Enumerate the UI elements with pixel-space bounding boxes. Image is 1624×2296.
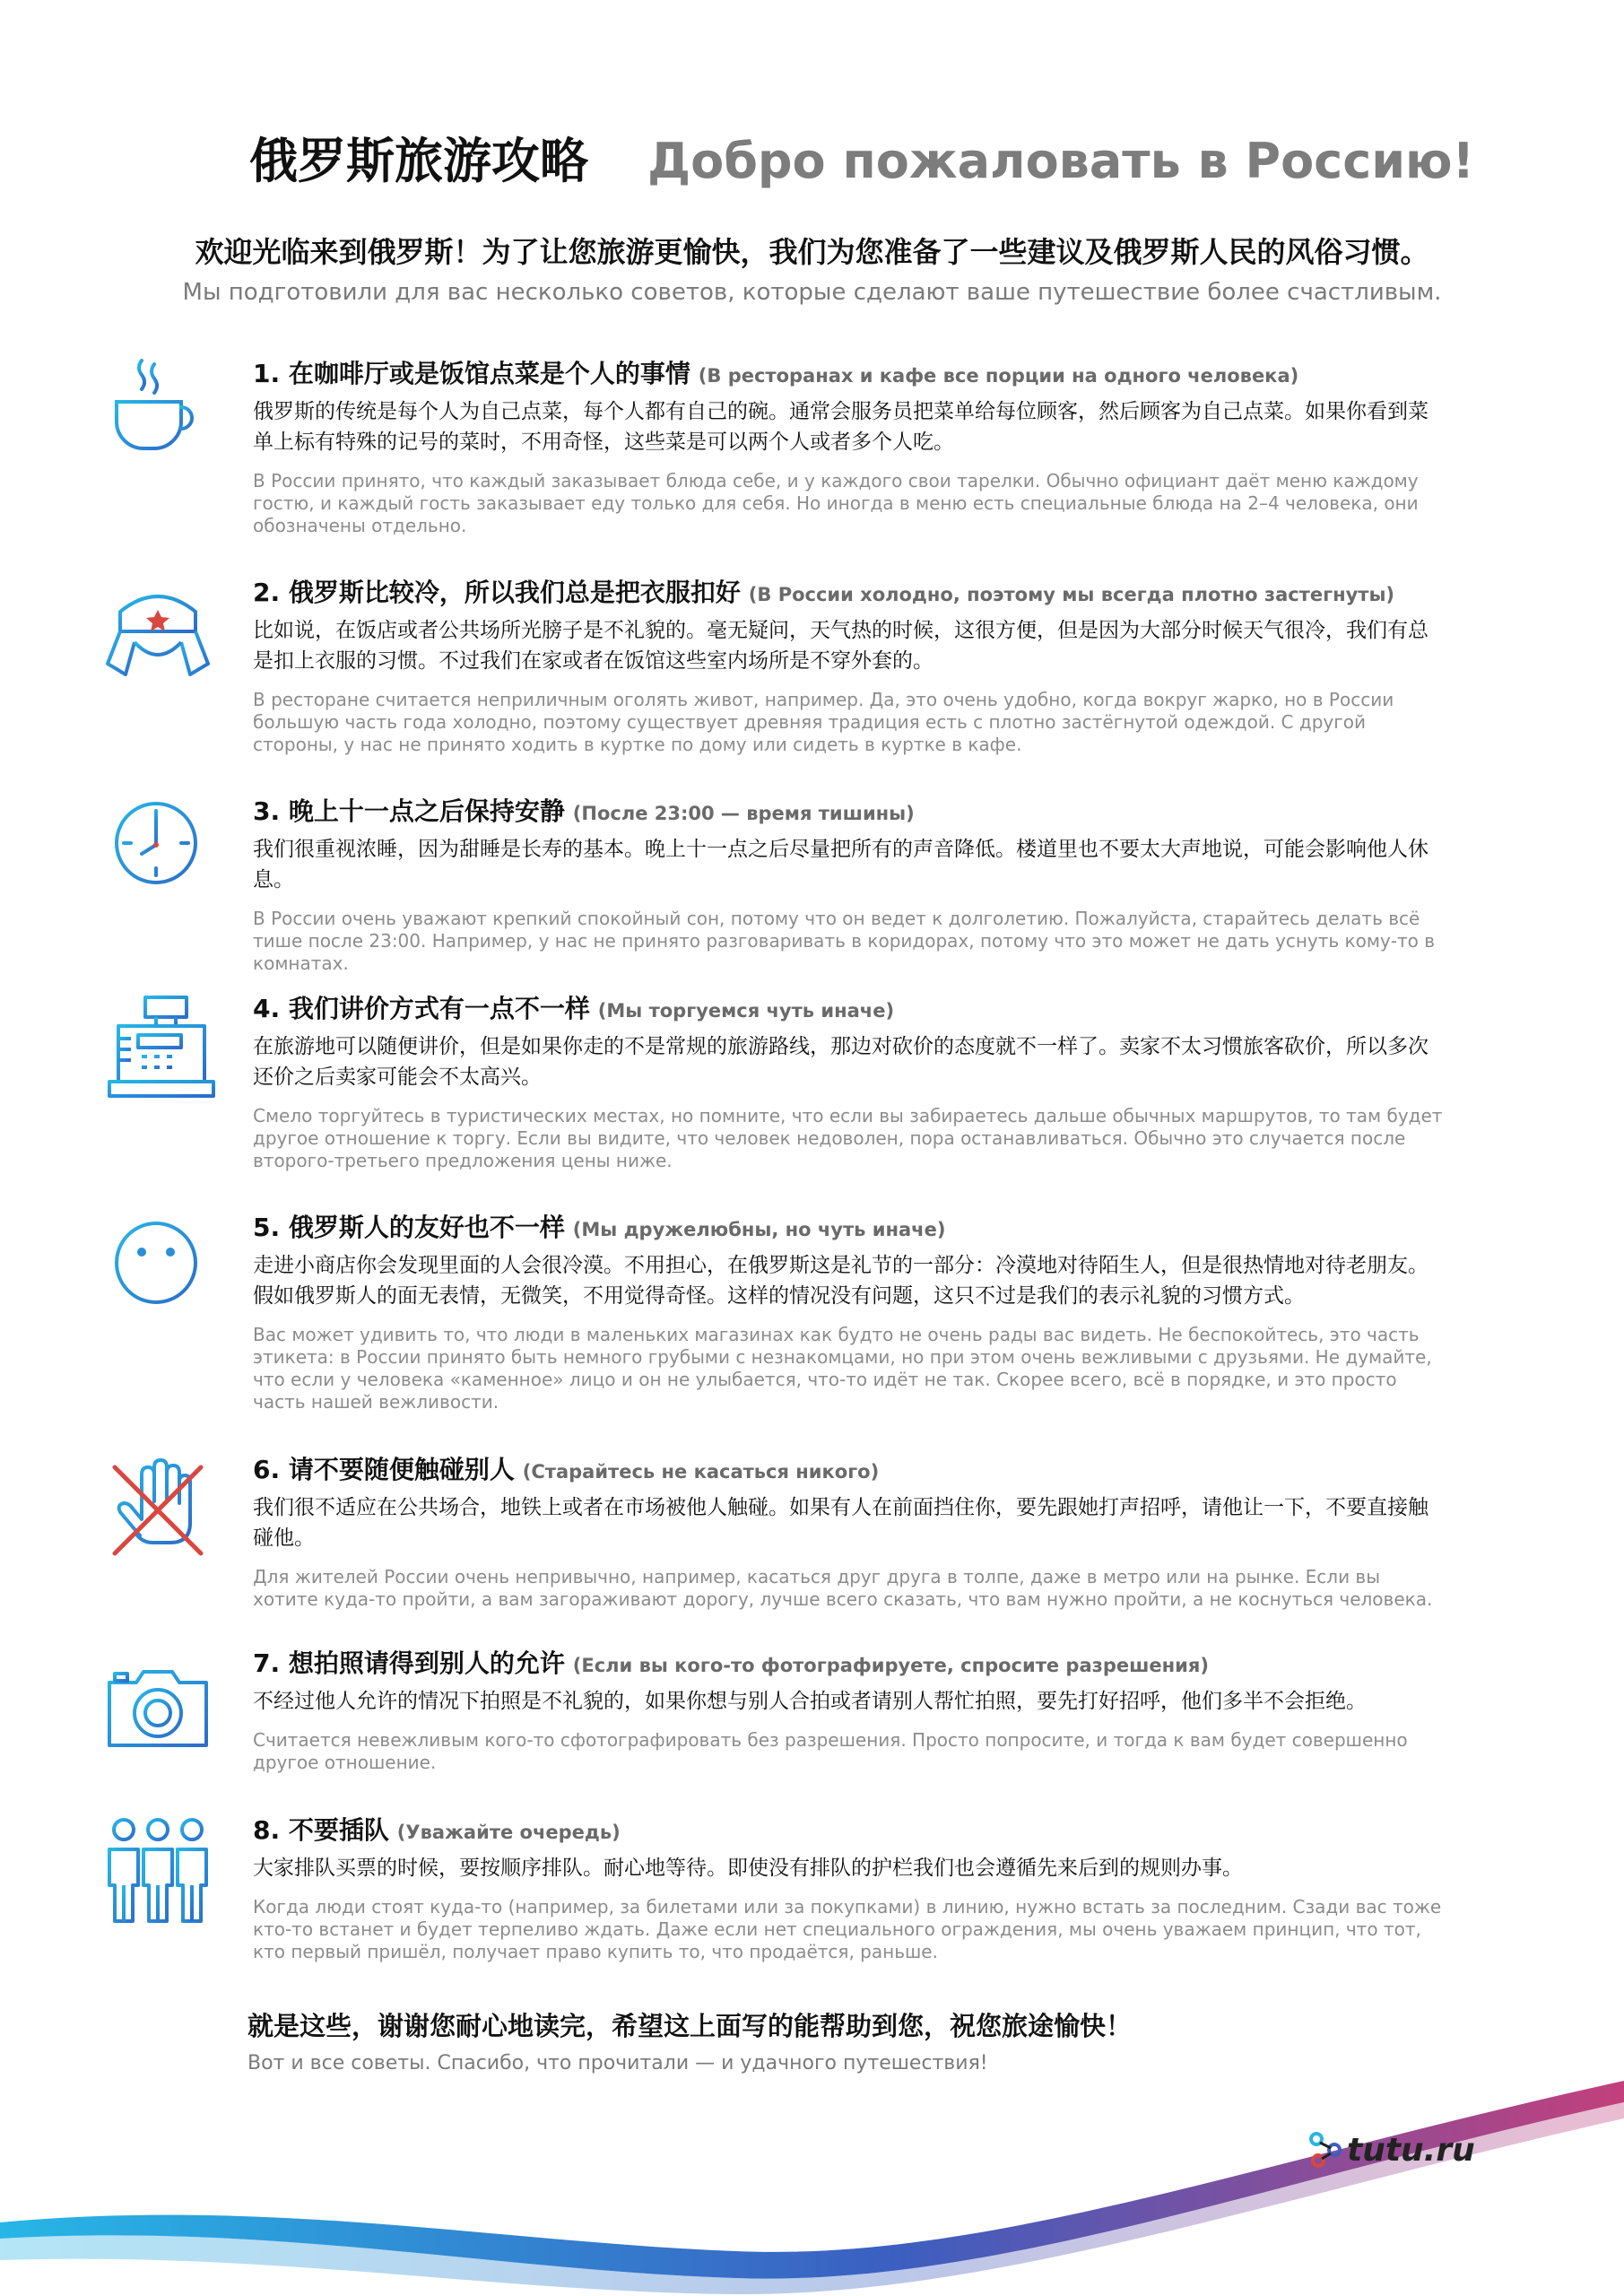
tip-heading-ru: (После 23:00 — время тишины) — [572, 803, 915, 824]
tip-heading-ru: (Мы торгуемся чуть иначе) — [597, 1000, 895, 1022]
tip-body-cn: 在旅游地可以随便讲价，但是如果你走的不是常规的旅游路线，那边对砍价的态度就不一样了。卖家不太习惯旅客砍价，所以多次还价之后卖家可能会不太高兴。 — [253, 1035, 1429, 1089]
tip-heading — [253, 795, 1446, 831]
tip-heading-cn: 1. 在咖啡厅或是饭馆点菜是个人的事情 — [253, 359, 690, 388]
tip-body-ru: Для жителей России очень непривычно, например, касаться друг друга в толпе, даже в метро или на рынке. Если вы хотите куда-то пройти, а вам загораживают дорогу, лучше всего сказать, что вам нужно пройти, а не коснуться человека. — [253, 1566, 1433, 1610]
title-russian: Добро пожаловать в Россию! — [647, 133, 1475, 189]
tutu-logo — [1307, 2128, 1475, 2182]
coffee-cup-icon — [100, 357, 215, 474]
tip-heading-ru: (Мы дружелюбны, но чуть иначе) — [572, 1219, 946, 1240]
tip-body-cn: 大家排队买票的时候，要按顺序排队。耐心地等待。即使没有排队的护栏我们也会遵循先来后到的规则办事。 — [253, 1857, 1243, 1880]
ushanka-hat-icon — [100, 576, 215, 692]
tip-heading-ru: (Если вы кого-то фотографируете, спросите разрешения) — [572, 1655, 1209, 1676]
closing-chinese: 就是这些，谢谢您耐心地读完，希望这上面写的能帮助到您，祝您旅途愉快！ — [248, 2011, 1133, 2041]
logo-text: tutu.ru — [1347, 2132, 1475, 2169]
tutu-logo-mark-icon — [1307, 2128, 1347, 2179]
tip-body-cn: 我们很重视浓睡，因为甜睡是长寿的基本。晚上十一点之后尽量把所有的声音降低。楼道里也不要太大声地说，可能会影响他人休息。 — [253, 838, 1429, 891]
tip-heading-cn: 5. 俄罗斯人的友好也不一样 — [253, 1213, 565, 1242]
tip-heading-cn: 6. 请不要随便触碰别人 — [253, 1455, 515, 1484]
tip-body-ru: Смело торгуйтесь в туристических местах, но помните, что если вы забираетесь дальше обычных маршрутов, то там будет другое отношение к торгу. Если вы видите, что человек недоволен, пора останавливаться. Обычно это случается после второго-третьего предложения цены ниже. — [253, 1105, 1443, 1171]
tip-heading — [253, 1453, 1446, 1489]
clock-icon — [100, 795, 215, 911]
tip-body-ru: В России принято, что каждый заказывает блюда себе, и у каждого свои тарелки. Обычно официант даёт меню каждому гостю, и каждый гость заказывает еду только для себя. Но иногда в меню есть специальные блюда на 2–4 человека, они обозначены отдельно. — [253, 470, 1419, 536]
tip-heading — [253, 1211, 1446, 1247]
tip-body-cn: 我们很不适应在公共场合，地铁上或者在市场被他人触碰。如果有人在前面挡住你，要先跟她打声招呼，请他让一下，不要直接触碰他。 — [253, 1496, 1429, 1550]
neutral-face-icon — [100, 1211, 215, 1327]
tip-heading-cn: 2. 俄罗斯比较冷，所以我们总是把衣服扣好 — [253, 578, 741, 607]
tip-heading — [253, 576, 1446, 612]
intro-chinese: 欢迎光临来到俄罗斯！为了让您旅游更愉快，我们为您准备了一些建议及俄罗斯人民的风俗习惯。 — [195, 235, 1429, 269]
title-chinese: 俄罗斯旅游攻略 — [249, 133, 588, 189]
tip-heading-cn: 4. 我们讲价方式有一点不一样 — [253, 994, 590, 1023]
queue-people-icon — [100, 1813, 215, 1930]
tip-body-ru: В России очень уважают крепкий спокойный сон, потому что он ведет к долголетию. Пожалуйста, старайтесь делать всё тише после 23:00. Например, у нас не принято разговаривать в коридорах, потому что это может не дать уснуть кому-то в комнатах. — [253, 908, 1436, 974]
tip-body-ru: Когда люди стоят куда-то (например, за билетами или за покупками) в линию, нужно встать за последним. Сзади вас тоже кто-то встанет и будет терпеливо ждать. Даже если нет специального ограждения, мы очень уважаем принцип, что тот, кто первый пришёл, получает право купить то, что продаётся, раньше. — [253, 1896, 1442, 1962]
tip-heading — [253, 357, 1446, 393]
tip-body-ru: В ресторане считается неприличным оголять живот, например. Да, это очень удобно, когда вокруг жарко, но в России большую часть года холодно, поэтому существует древняя традиция есть с плотно застёгнутой одеждой. С другой стороны, у нас не принято ходить в куртке по дому или сидеть в куртке в кафе. — [253, 689, 1394, 755]
page-header — [0, 126, 1624, 197]
tip-body-ru: Считается невежливым кого-то сфотографировать без разрешения. Просто попросите, и тогда к вам будет совершенно другое отношение. — [253, 1729, 1408, 1773]
tip-heading-ru: (Старайтесь не касаться никого) — [522, 1461, 880, 1483]
cash-register-icon — [100, 992, 215, 1109]
camera-icon — [100, 1647, 215, 1763]
tip-heading-ru: (В ресторанах и кафе все порции на одного человека) — [698, 365, 1299, 387]
intro — [0, 231, 1624, 310]
tip-body-cn: 比如说，在饭店或者公共场所光膀子是不礼貌的。毫无疑问，天气热的时候，这很方便，但是因为大部分时候天气很冷，我们有总是扣上衣服的习惯。不过我们在家或者在饭馆这些室内场所是不穿外套的。 — [253, 619, 1429, 673]
tip-heading-ru: (В России холодно, поэтому мы всегда плотно застегнуты) — [748, 584, 1395, 605]
tip-heading — [253, 1647, 1446, 1683]
closing-russian: Вот и все советы. Спасибо, что прочитали — и удачного путешествия! — [248, 2052, 988, 2074]
tip-heading-cn: 7. 想拍照请得到别人的允许 — [253, 1648, 565, 1678]
tip-heading — [253, 992, 1446, 1028]
tip-heading-cn: 8. 不要插队 — [253, 1815, 389, 1845]
tip-body-cn: 不经过他人允许的情况下拍照是不礼貌的，如果你想与别人合拍或者请别人帮忙拍照，要先打好招呼，他们多半不会拒绝。 — [253, 1690, 1367, 1713]
tip-body-ru: Вас может удивить то, что люди в маленьких магазинах как будто не очень рады вас видеть. Не беспокойтесь, это часть этикета: в России принято быть немного грубыми с незнакомцами, но при этом очень вежливыми с друзьями. Не думайте, что если у человека «каменное» лицо и он не улыбается, что-то идёт не так. Скорее всего, всё в порядке, и это просто часть нашей вежливости. — [253, 1324, 1432, 1413]
tip-body-cn: 走进小商店你会发现里面的人会很冷漠。不用担心，在俄罗斯这是礼节的一部分：冷漠地对待陌生人，但是很热情地对待老朋友。假如俄罗斯人的面无表情，无微笑，不用觉得奇怪。这样的情况没有问题，这只不过是我们的表示礼貌的习惯方式。 — [253, 1254, 1429, 1308]
tip-heading — [253, 1813, 1446, 1849]
tip-heading-cn: 3. 晚上十一点之后保持安静 — [253, 796, 565, 826]
no-touch-hand-icon — [100, 1453, 215, 1570]
tip-heading-ru: (Уважайте очередь) — [396, 1822, 621, 1843]
tip-body-cn: 俄罗斯的传统是每个人为自己点菜，每个人都有自己的碗。通常会服务员把菜单给每位顾客，然后顾客为自己点菜。如果你看到菜单上标有特殊的记号的菜时，不用奇怪，这些菜是可以两个人或者多个人吃。 — [253, 400, 1429, 454]
intro-russian: Мы подготовили для вас несколько советов, которые сделают ваше путешествие более счастливым. — [182, 279, 1442, 306]
